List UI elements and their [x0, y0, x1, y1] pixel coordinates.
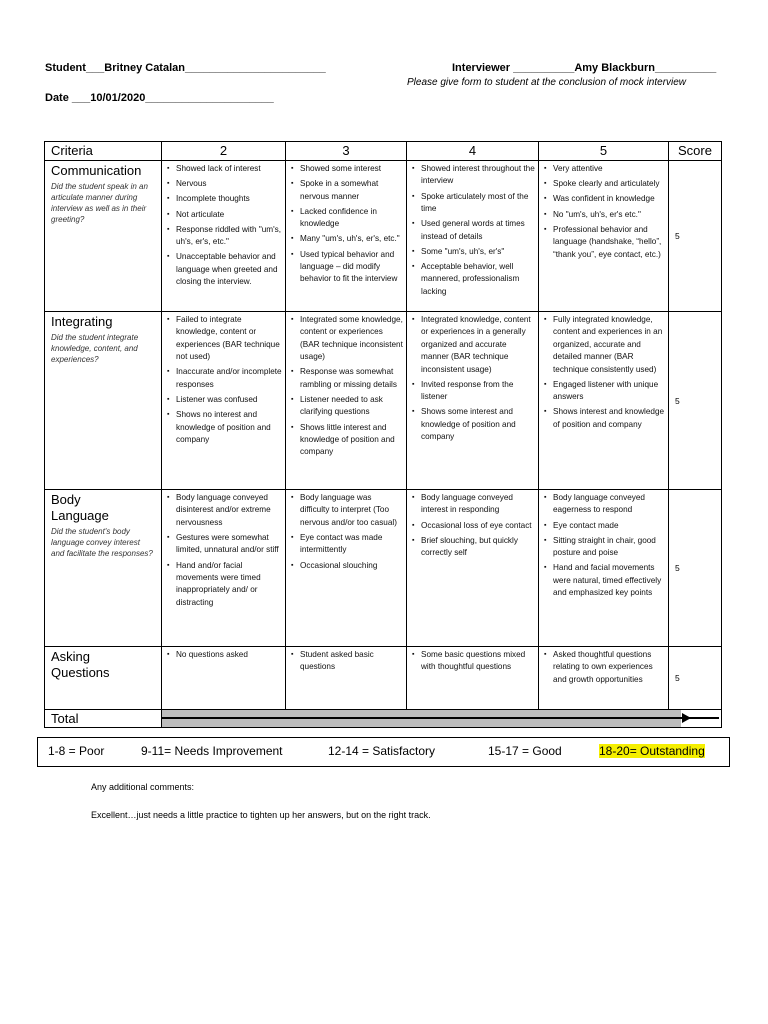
criteria-cell — [45, 490, 162, 647]
total-arrow — [162, 717, 720, 719]
descriptor-item: ▪ Inaccurate and/or incomplete responses — [167, 366, 282, 391]
descriptor-item: ▪ Professional behavior and language (handshake, “hello”, “thank you”, eye contact, etc.) — [544, 224, 665, 261]
total-row — [45, 710, 722, 728]
descriptor-item: ▪ Gestures were somewhat limited, unnatural and/or stiff — [167, 532, 282, 557]
descriptor-item: ▪ Incomplete thoughts — [167, 193, 282, 205]
descriptor-list — [407, 312, 538, 448]
descriptor-list — [407, 161, 538, 303]
descriptor-item: ▪ Not articulate — [167, 209, 282, 221]
descriptor-item: ▪ Listener needed to ask clarifying questions — [291, 394, 403, 419]
descriptor-item: ▪ Used general words at times instead of details — [412, 218, 535, 243]
level-4-cell — [407, 161, 539, 312]
descriptor-item: ▪ Spoke articulately most of the time — [412, 191, 535, 216]
criteria-cell — [45, 647, 162, 710]
scale-needs-improvement: 9-11= Needs Improvement — [141, 744, 283, 758]
descriptor-item: ▪ No "um's, uh's, er's etc." — [544, 209, 665, 221]
descriptor-item: ▪ Response riddled with "um's, uh's, er's, etc." — [167, 224, 282, 249]
score-cell — [669, 647, 722, 710]
descriptor-item: ▪ Lacked confidence in knowledge — [291, 206, 403, 231]
descriptor-item: ▪ Some "um's, uh's, er's" — [412, 246, 535, 258]
descriptor-item: ▪ Was confident in knowledge — [544, 193, 665, 205]
score-value: 5 — [675, 231, 680, 241]
descriptor-list — [539, 490, 668, 604]
arrow-head-icon — [682, 713, 691, 723]
descriptor-item: ▪ Shows little interest and knowledge of position and company — [291, 422, 403, 459]
date-field: Date ___10/01/2020_____________________ — [45, 92, 274, 104]
instruction-note: Please give form to student at the conclusion of mock interview — [407, 77, 687, 88]
criteria-title: Asking Questions — [51, 649, 110, 680]
rubric-row — [45, 490, 722, 647]
descriptor-item: ▪ Used typical behavior and language – did modify behavior to fit the interview — [291, 249, 403, 286]
level-2-cell — [162, 161, 286, 312]
score-cell — [669, 490, 722, 647]
interviewer-field: Interviewer __________Amy Blackburn__________ — [452, 62, 717, 74]
criteria-cell — [45, 161, 162, 312]
descriptor-list — [286, 490, 406, 577]
criteria-title: Body Language — [51, 492, 109, 523]
descriptor-item: ▪ Hand and/or facial movements were timed inappropriately and/ or distracting — [167, 560, 282, 610]
descriptor-item: ▪ Shows some interest and knowledge of position and company — [412, 406, 535, 443]
criteria-question — [45, 681, 161, 683]
criteria-question: Did the student integrate knowledge, content, and experiences? — [51, 333, 139, 364]
total-bar-cell — [162, 710, 722, 728]
header-score: Score — [669, 142, 722, 161]
header-level-3: 3 — [286, 142, 407, 161]
descriptor-item: ▪ Unacceptable behavior and language when greeted and closing the interview. — [167, 251, 282, 288]
scale-outstanding: 18-20= Outstanding — [599, 744, 705, 758]
descriptor-list — [286, 161, 406, 291]
level-4-cell — [407, 647, 539, 710]
comments-label: Any additional comments: — [91, 782, 195, 792]
descriptor-item: ▪ Showed some interest — [291, 163, 403, 175]
descriptor-item: ▪ Hand and facial movements were natural, timed effectively and emphasized key points — [544, 562, 665, 599]
descriptor-list — [407, 490, 538, 564]
descriptor-item: ▪ Shows no interest and knowledge of position and company — [167, 409, 282, 446]
student-field: Student___Britney Catalan_______________________ — [45, 62, 326, 74]
level-5-cell — [539, 490, 669, 647]
header-criteria: Criteria — [45, 142, 162, 161]
descriptor-item: ▪ Acceptable behavior, well mannered, professionalism lacking — [412, 261, 535, 298]
descriptor-item: ▪ Body language conveyed interest in responding — [412, 492, 535, 517]
criteria-title: Communication — [51, 163, 142, 178]
level-2-cell — [162, 647, 286, 710]
level-5-cell — [539, 312, 669, 490]
descriptor-list — [407, 647, 538, 679]
descriptor-item: ▪ Listener was confused — [167, 394, 282, 406]
total-bar — [162, 710, 721, 727]
descriptor-item: ▪ Integrated some knowledge, content or experiences (BAR technique inconsistent usage) — [291, 314, 403, 364]
level-4-cell — [407, 312, 539, 490]
descriptor-item: ▪ Eye contact was made intermittently — [291, 532, 403, 557]
descriptor-item: ▪ Failed to integrate knowledge, content or experiences (BAR technique not used) — [167, 314, 282, 364]
descriptor-item: ▪ Sitting straight in chair, good posture and poise — [544, 535, 665, 560]
level-4-cell — [407, 490, 539, 647]
scale-good: 15-17 = Good — [488, 744, 562, 758]
score-value: 5 — [675, 395, 680, 406]
header-row — [45, 142, 722, 161]
descriptor-item: ▪ Showed lack of interest — [167, 163, 282, 175]
descriptor-item: ▪ No questions asked — [167, 649, 282, 661]
descriptor-item: ▪ Some basic questions mixed with thoughtful questions — [412, 649, 535, 674]
descriptor-item: ▪ Nervous — [167, 178, 282, 190]
descriptor-list — [539, 161, 668, 266]
header-level-4: 4 — [407, 142, 539, 161]
rubric-row — [45, 312, 722, 490]
rubric-row — [45, 647, 722, 710]
descriptor-list — [162, 312, 285, 451]
level-5-cell — [539, 647, 669, 710]
level-3-cell — [286, 312, 407, 490]
level-2-cell — [162, 312, 286, 490]
descriptor-item: ▪ Engaged listener with unique answers — [544, 379, 665, 404]
descriptor-item: ▪ Brief slouching, but quickly correctly self — [412, 535, 535, 560]
comments-text: Excellent…just needs a little practice to tighten up her answers, but on the right track. — [91, 810, 431, 820]
descriptor-item: ▪ Asked thoughtful questions relating to own experiences and growth opportunities — [544, 649, 665, 686]
descriptor-item: ▪ Many "um's, uh's, er's, etc." — [291, 233, 403, 245]
scale-satisfactory: 12-14 = Satisfactory — [328, 744, 436, 758]
descriptor-list — [539, 312, 668, 436]
header-level-2: 2 — [162, 142, 286, 161]
descriptor-list — [286, 647, 406, 679]
score-cell — [669, 312, 722, 490]
criteria-cell — [45, 312, 162, 490]
descriptor-list — [539, 647, 668, 691]
score-value: 5 — [675, 563, 680, 573]
descriptor-item: ▪ Fully integrated knowledge, content and experiences in an organized, accurate and detailed manner (BAR technique consistently used) — [544, 314, 665, 376]
score-value: 5 — [675, 673, 680, 683]
header-level-5: 5 — [539, 142, 669, 161]
descriptor-item: ▪ Spoke clearly and articulately — [544, 178, 665, 190]
level-3-cell — [286, 161, 407, 312]
level-3-cell — [286, 647, 407, 710]
criteria-question: Did the student's body language convey interest and facilitate the responses? — [51, 527, 153, 558]
level-3-cell — [286, 490, 407, 647]
descriptor-item: ▪ Shows interest and knowledge of position and company — [544, 406, 665, 431]
descriptor-item: ▪ Very attentive — [544, 163, 665, 175]
score-cell — [669, 161, 722, 312]
descriptor-item: ▪ Eye contact made — [544, 520, 665, 532]
descriptor-item: ▪ Showed interest throughout the interview — [412, 163, 535, 188]
criteria-question: Did the student speak in an articulate manner during interview as well as in their greeting? — [51, 182, 148, 224]
descriptor-list — [286, 312, 406, 464]
descriptor-list — [162, 647, 285, 666]
grading-scale — [37, 737, 730, 767]
scale-poor: 1-8 = Poor — [48, 744, 105, 758]
descriptor-item: ▪ Body language was difficulty to interpret (Too nervous and/or too casual) — [291, 492, 403, 529]
descriptor-item: ▪ Spoke in a somewhat nervous manner — [291, 178, 403, 203]
descriptor-item: ▪ Occasional slouching — [291, 560, 403, 572]
rubric-row — [45, 161, 722, 312]
descriptor-item: ▪ Invited response from the listener — [412, 379, 535, 404]
rubric-table — [44, 141, 722, 728]
descriptor-item: ▪ Body language conveyed disinterest and/or extreme nervousness — [167, 492, 282, 529]
descriptor-list — [162, 490, 285, 614]
descriptor-item: ▪ Response was somewhat rambling or missing details — [291, 366, 403, 391]
descriptor-item: ▪ Occasional loss of eye contact — [412, 520, 535, 532]
criteria-title: Integrating — [51, 314, 113, 329]
descriptor-item: ▪ Integrated knowledge, content or experiences in a generally organized and accurate manner (BAR technique inconsistent usage) — [412, 314, 535, 376]
descriptor-item: ▪ Student asked basic questions — [291, 649, 403, 674]
level-2-cell — [162, 490, 286, 647]
descriptor-list — [162, 161, 285, 293]
level-5-cell — [539, 161, 669, 312]
descriptor-item: ▪ Body language conveyed eagerness to respond — [544, 492, 665, 517]
total-label: Total — [45, 710, 162, 728]
